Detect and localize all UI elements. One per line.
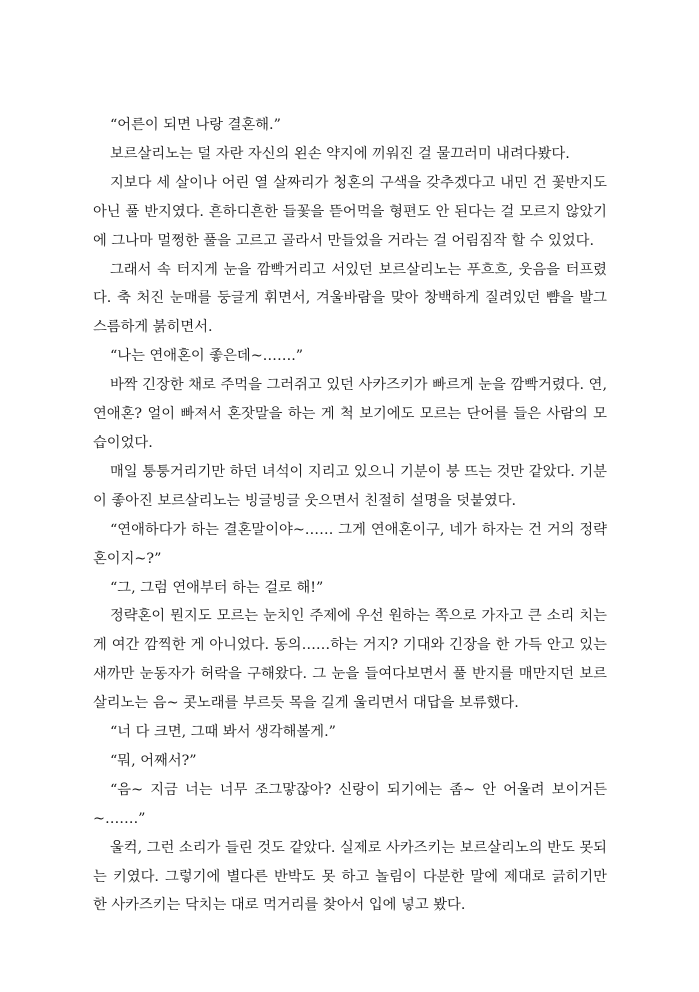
paragraph: 바짝 긴장한 채로 주먹을 그러쥐고 있던 사카즈키가 빠르게 눈을 깜빡거렸다. 연, 연애혼? 얼이 빠져서 혼잣말을 하는 게 척 보기에도 모르는 단어를 들은 사람의 모습이었다. — [93, 377, 607, 451]
paragraph: 보르살리노는 덜 자란 자신의 왼손 약지에 끼워진 걸 물끄러미 내려다봤다. — [110, 145, 570, 162]
paragraph: “너 다 크면, 그때 봐서 생각해볼게.” — [110, 724, 336, 741]
paragraph: “그, 그럼 연애부터 하는 걸로 해!” — [110, 579, 324, 596]
paragraph: “나는 연애혼이 좋은데~…….” — [110, 348, 304, 365]
paragraph: 매일 퉁퉁거리기만 하던 녀석이 지리고 있으니 기분이 붕 뜨는 것만 같았다. 기분이 좋아진 보르살리노는 빙글빙글 웃으면서 친절히 설명을 덧붙였다. — [93, 463, 607, 509]
paragraph: “뭐, 어째서?” — [110, 752, 197, 769]
paragraph: “연애하다가 하는 결혼말이야~…… 그게 연애혼이구, 네가 하자는 건 거의 정략혼이지~?” — [93, 521, 607, 567]
paragraph: 지보다 세 살이나 어린 열 살짜리가 청혼의 구색을 갖추겠다고 내민 건 꽃반지도 아닌 풀 반지였다. 흔하디흔한 들꽃을 뜯어먹을 형편도 안 된다는 걸 모르지 않았기에 그나마 멀쩡한 풀을 고르고 골라서 만들었을 거라는 걸 어림짐작 할 수 있었다. — [93, 174, 607, 249]
paragraph: “어른이 되면 나랑 결혼해.” — [110, 117, 281, 133]
paragraph: 그래서 속 터지게 눈을 깜빡거리고 서있던 보르살리노는 푸흐흐, 웃음을 터프렸다. 축 처진 눈매를 둥글게 휘면서, 겨울바람을 맞아 창백하게 질려있던 뺨을 발그스름하게 붉히면서. — [93, 261, 607, 336]
paragraph: 울컥, 그런 소리가 들린 것도 같았다. 실제로 사카즈키는 보르살리노의 반도 못되는 키였다. 그렇기에 별다른 반박도 못 하고 놀림이 다분한 말에 제대로 긁히기만 한 사카즈키는 닥치는 대로 먹거리를 찾아서 입에 넣고 봤다. — [93, 839, 607, 914]
paragraph: 정략혼이 뭔지도 모르는 눈치인 주제에 우선 원하는 쪽으로 가자고 큰 소리 치는 게 여간 깜찍한 게 아니었다. 동의……하는 거지? 기대와 긴장을 한 가득 안고 있는 새까만 눈동자가 허락을 구해왔다. 그 눈을 들여다보면서 풀 반지를 매만지던 보르살리노는 음~ 콧노래를 부르듯 목을 길게 울리면서 대답을 보류했다. — [93, 608, 607, 712]
paragraph: “음~ 지금 너는 너무 조그맣잖아? 신랑이 되기에는 좀~ 안 어울려 보이거든~…….” — [93, 781, 607, 827]
body-text — [93, 111, 607, 920]
